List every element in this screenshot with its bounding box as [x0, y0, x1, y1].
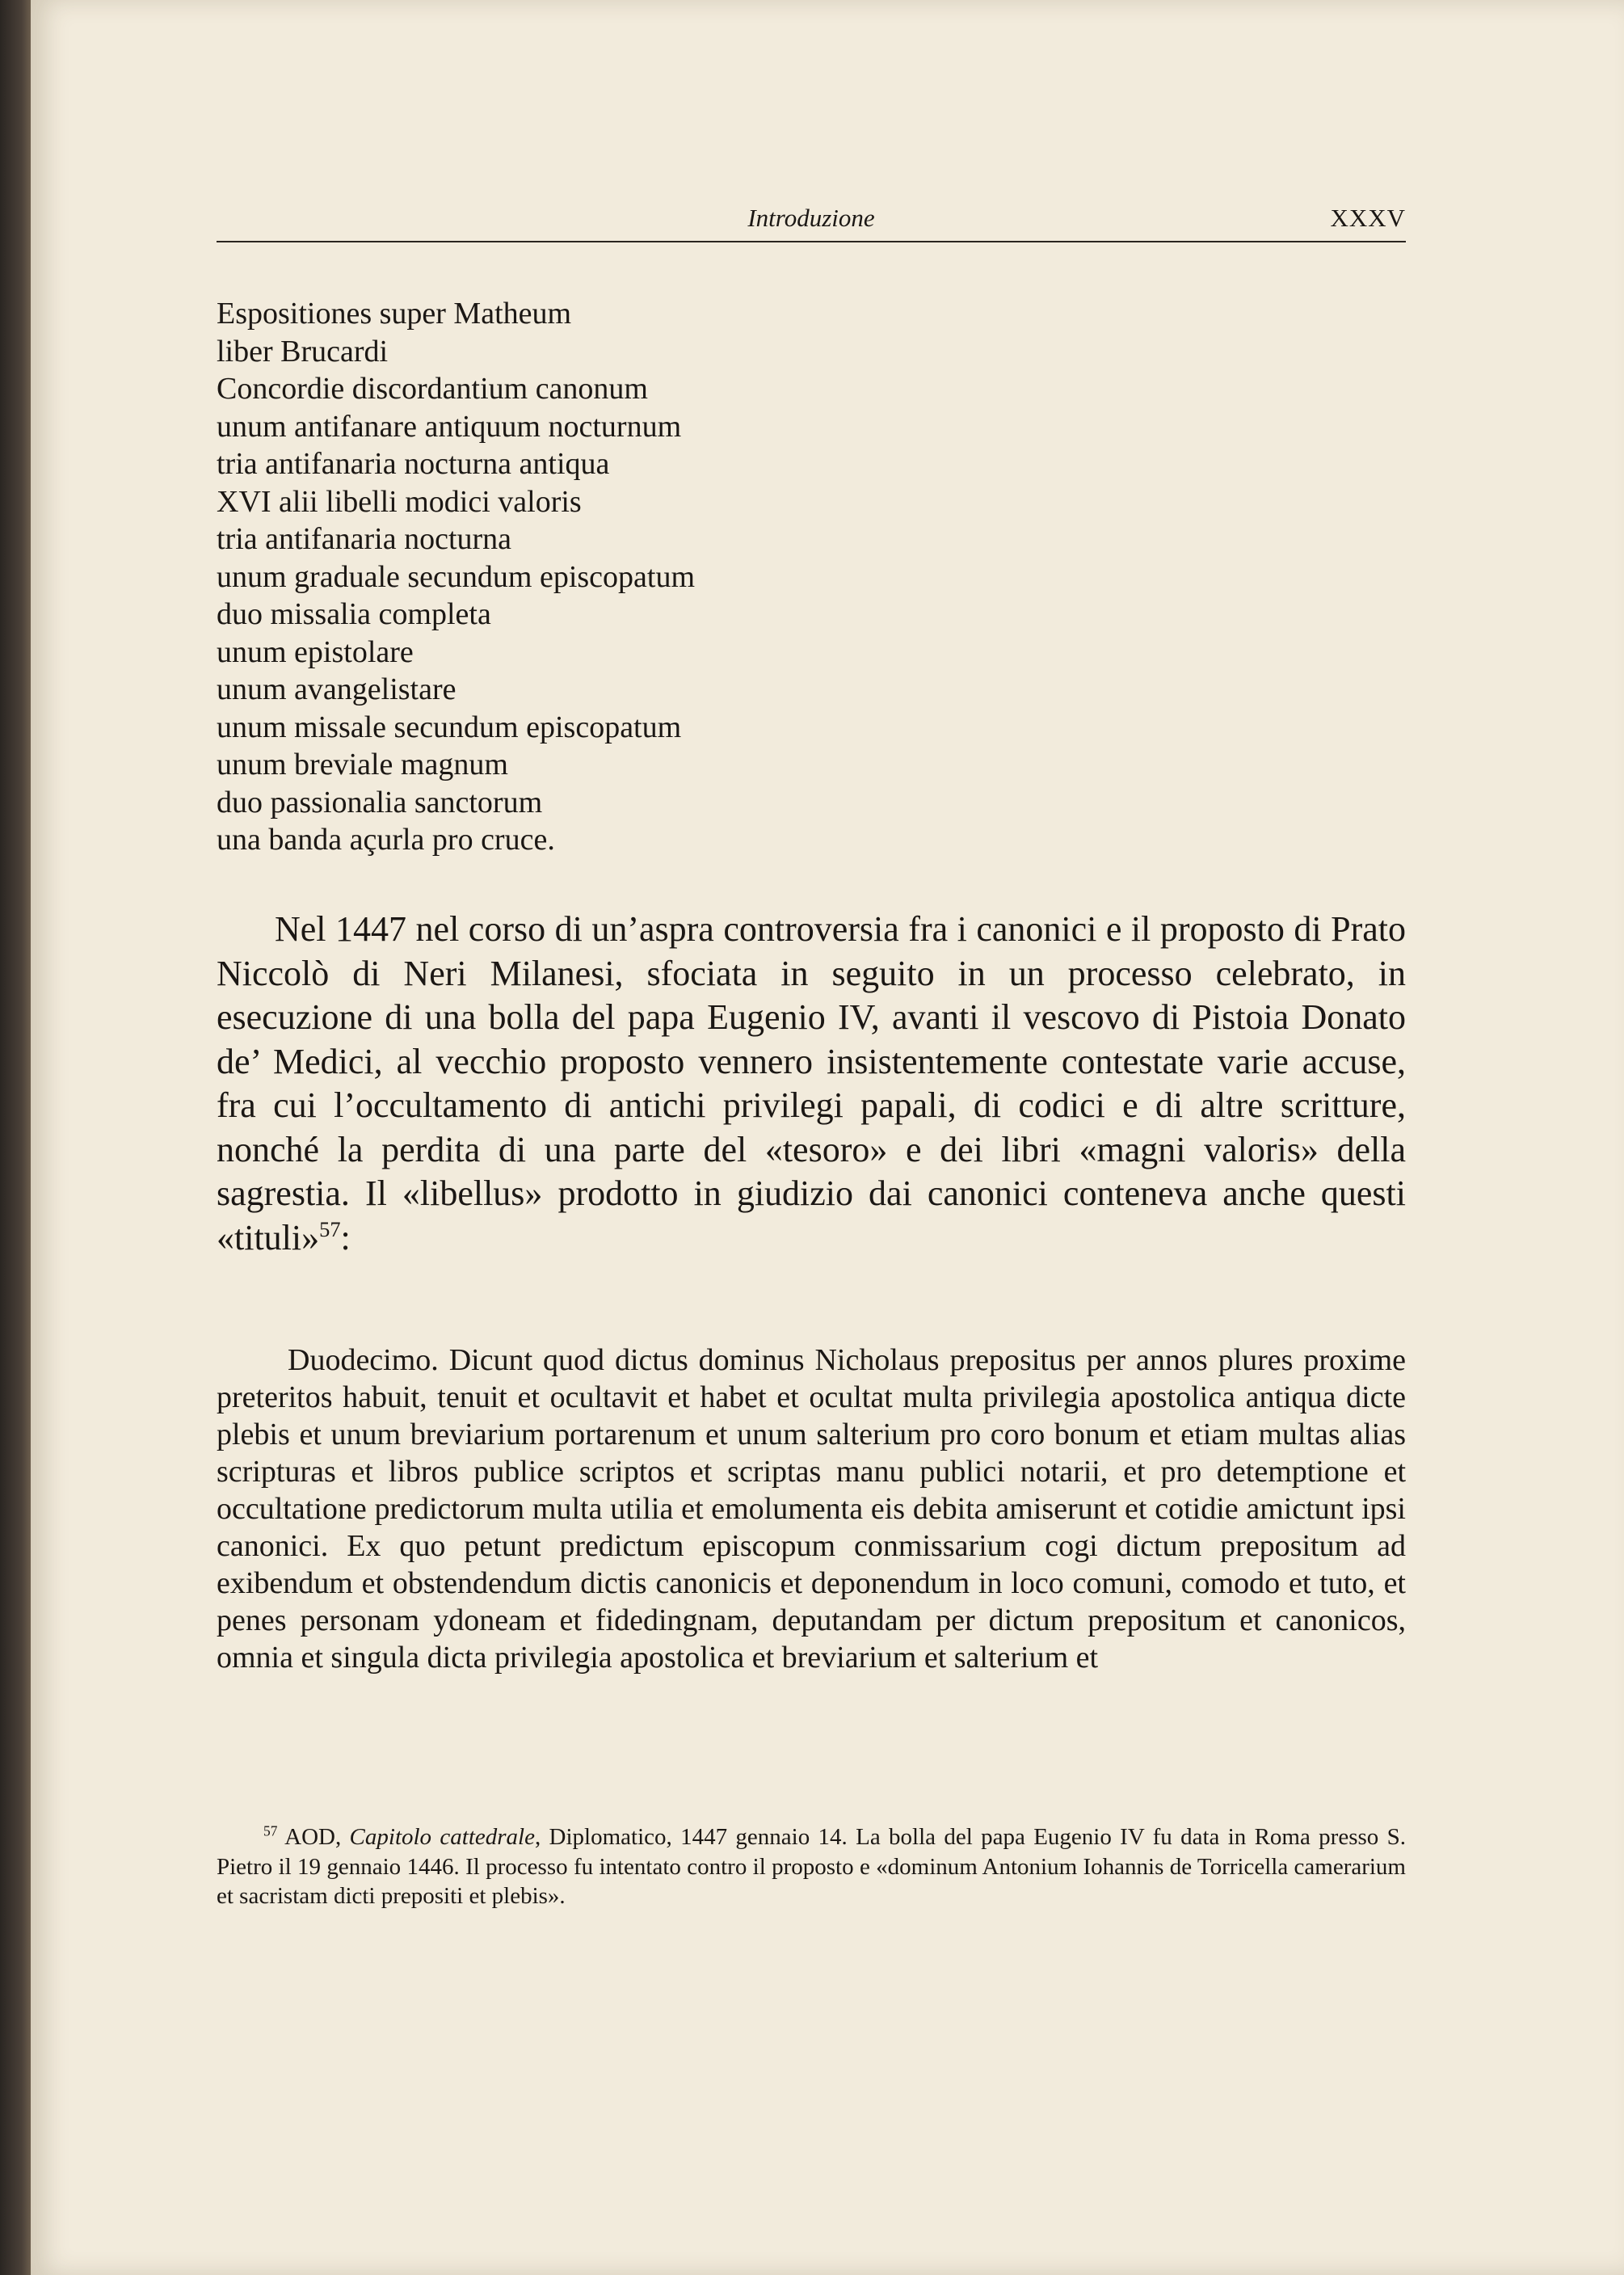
footnote-italic-title: Capitolo cattedrale [349, 1824, 535, 1850]
list-item: unum breviale magnum [217, 748, 508, 782]
book-inventory-list [217, 295, 1406, 859]
list-item: unum missale secundum episcopatum [217, 710, 682, 744]
list-item: unum epistolare [217, 634, 414, 669]
page-number: XXXV [1330, 204, 1406, 232]
main-paragraph-text: Nel 1447 nel corso di un’aspra controversia fra i canonici e il proposto di Prato Niccolò di Neri Milanesi, sfociata in seguito in un processo celebrato, in esecuzione di una bolla del papa Eugenio IV, avanti il vescovo di Pistoia Donato de’ Medici, al vecchio proposto vennero insistentemente contestate varie accuse, fra cui l’occultamento di antichi privilegi papali, di codici e di altre scritture, nonché la perdita di una parte del «tesoro» e dei libri «magni valoris» della sagrestia. Il «libellus» prodotto in giudizio dai canonici conteneva anche questi «tituli» [217, 909, 1406, 1258]
footnote-prefix: AOD, [284, 1824, 350, 1850]
list-item: tria antifanaria nocturna antiqua [217, 447, 610, 481]
list-item: Espositiones super Matheum [217, 297, 572, 331]
footnote-text: , Diplomatico, 1447 gennaio 14. La bolla del papa Eugenio IV fu data in Roma presso S. Pietro il 19 gennaio 1446. Il processo fu intentato contro il proposto e «dominum Antonium Iohannis de Torricella camerarium et sacristam dicti prepositi et plebis». [217, 1824, 1406, 1909]
main-paragraph-end: : [340, 1217, 351, 1258]
list-item: tria antifanaria nocturna [217, 522, 512, 556]
list-item: liber Brucardi [217, 334, 389, 369]
quoted-document-paragraph: Duodecimo. Dicunt quod dictus dominus Nicholaus prepositus per annos plures proxime preteritos habuit, tenuit et ocultavit et habet et ocultat multa privilegia apostolica antiqua dicte plebis et unum breviarium portarenum et unum salterium pro coro bonum et etiam multas alias scripturas et libros publice scriptos et scriptas manu publici notarii, et pro detemptione et occultatione predictorum multa utilia et emolumenta eis debita amiserunt et cotidie amictunt ipsi canonici. Ex quo petunt predictum episcopum conmissarium cogi dictum prepositum ad exibendum et obstendendum dictis canonicis et deponendum in loco comuni, comodo et tuto, et penes personam ydoneam et fidedingnam, deputandam per dictum prepositum et canonicos, omnia et singula dicta privilegia apostolica et breviarium et salterium et [217, 1343, 1406, 1675]
list-item: unum graduale secundum episcopatum [217, 559, 696, 594]
list-item: una banda açurla pro cruce. [217, 823, 555, 857]
footnote [217, 1822, 1406, 1911]
list-item: XVI alii libelli modici valoris [217, 484, 582, 519]
footnote-reference[interactable]: 57 [319, 1216, 341, 1241]
scan-edge [0, 0, 31, 2275]
list-item: duo missalia completa [217, 597, 491, 631]
list-item: duo passionalia sanctorum [217, 785, 543, 819]
book-page [31, 0, 1624, 2275]
list-item: unum antifanare antiquum nocturnum [217, 409, 682, 444]
running-title: Introduzione [747, 204, 875, 232]
list-item: unum avangelistare [217, 672, 456, 706]
list-item: Concordie discordantium canonum [217, 372, 648, 406]
footnote-number: 57 [263, 1822, 278, 1839]
running-head [217, 204, 1406, 242]
main-paragraph [217, 908, 1406, 1260]
